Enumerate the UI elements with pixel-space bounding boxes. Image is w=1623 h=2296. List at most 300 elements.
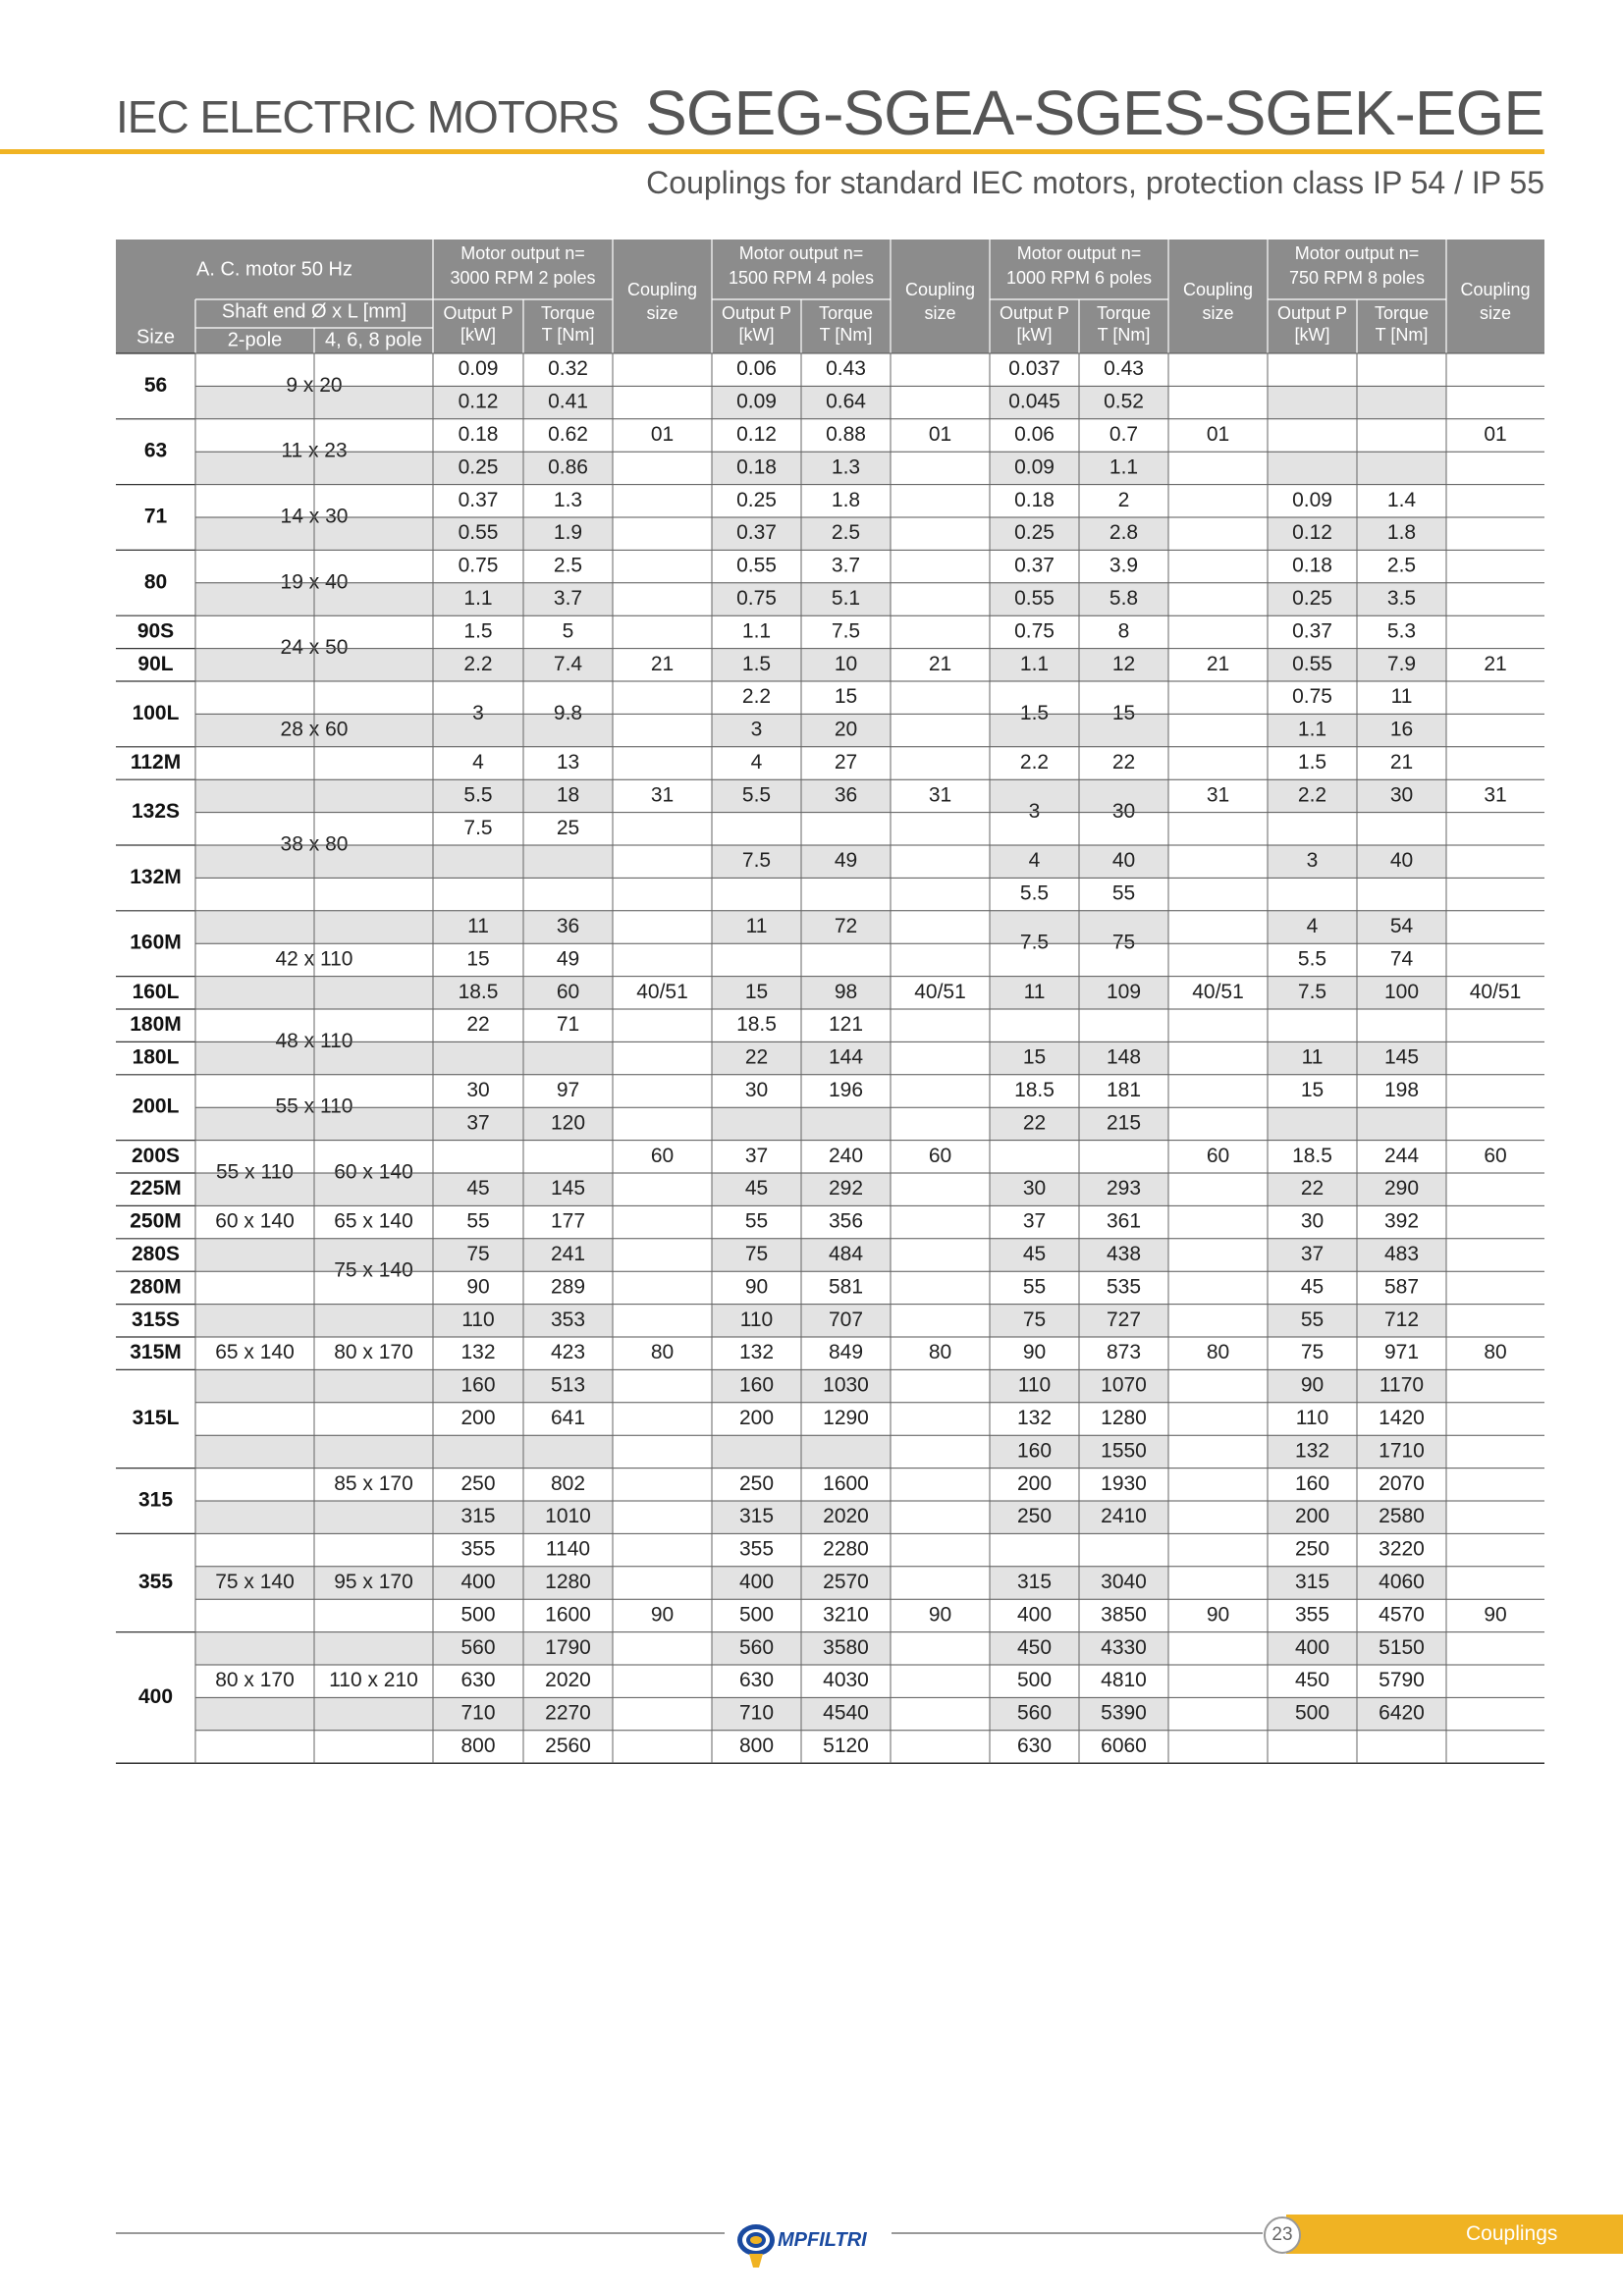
output-cell: 0.037 [1008,357,1060,381]
torque-cell: 2280 [823,1537,869,1561]
torque-cell: 1170 [1379,1373,1425,1397]
output-cell: 0.18 [1292,554,1332,577]
output-cell: 0.06 [1014,423,1055,447]
torque-cell: 36 [834,783,858,807]
torque-header: T [Nm] [1375,324,1429,345]
output-cell: 1.1 [741,619,772,643]
output-cell: 132 [460,1341,496,1364]
torque-cell: 1140 [545,1537,591,1561]
coupling-cell: 80 [928,1341,952,1364]
output-cell: 400 [1016,1603,1053,1627]
output-cell: 15 [744,980,769,1003]
shaft-cell: 19 x 40 [280,570,349,594]
torque-cell: 1.3 [831,455,861,479]
torque-cell: 0.88 [826,423,866,447]
torque-cell: 72 [834,915,858,938]
output-cell: 37 [1022,1209,1047,1233]
torque-cell: 971 [1383,1341,1420,1364]
torque-cell: 4570 [1379,1603,1425,1627]
shaft-cell: 55 x 110 [275,1095,353,1118]
torque-cell: 0.32 [548,357,588,381]
output-cell: 2.2 [741,685,772,709]
torque-cell: 1.1 [1109,455,1139,479]
output-cell: 315 [1294,1571,1330,1594]
torque-cell: 7.4 [553,652,583,675]
torque-cell: 18 [556,783,580,807]
torque-cell: 181 [1106,1079,1142,1102]
output-cell: 11 [1301,1045,1324,1069]
footer-tab [1286,2215,1623,2254]
torque-cell: 587 [1383,1275,1420,1299]
output-cell: 18.5 [1292,1144,1332,1167]
torque-cell: 2570 [823,1571,869,1594]
output-cell: 160 [1294,1471,1330,1495]
torque-cell: 0.41 [548,390,588,413]
torque-cell: 1.9 [553,521,583,545]
shaft-cell: 28 x 60 [280,718,349,741]
coupling-header: size [924,302,956,323]
size-cell: 200L [132,1095,180,1118]
shaft-cell: 24 x 50 [280,636,349,660]
torque-cell: 0.86 [548,455,588,479]
torque-cell: 12 [1111,652,1136,675]
output-cell: 400 [460,1571,496,1594]
group-header: Motor output n= [738,242,864,263]
output-cell: 500 [1016,1669,1053,1692]
output-cell: 160 [738,1373,775,1397]
output-cell: 1.5 [1297,751,1327,774]
coupling-cell: 90 [928,1603,952,1627]
output-cell: 5.5 [463,783,493,807]
output-cell: 250 [460,1471,496,1495]
output-cell: 250 [738,1471,775,1495]
torque-cell: 3.5 [1386,587,1417,611]
shaft-cell: 80 x 170 [334,1341,413,1364]
torque-cell: 0.62 [548,423,588,447]
output-cell: 4 [1306,915,1319,938]
torque-cell: 4810 [1101,1669,1147,1692]
output-cell: 18.5 [1014,1079,1055,1102]
torque-cell: 3210 [823,1603,869,1627]
title-left: IEC ELECTRIC MOTORS [116,91,619,142]
torque-cell: 4030 [823,1669,869,1692]
output-cell: 0.18 [736,455,777,479]
torque-cell: 40 [1389,849,1414,873]
shaft-cell: 65 x 140 [215,1341,295,1364]
torque-header: Torque [1374,302,1430,323]
group-header: Motor output n= [1016,242,1142,263]
output-cell: 450 [1016,1635,1053,1659]
output-cell: 45 [1300,1275,1325,1299]
shaft-cell: 65 x 140 [334,1209,413,1233]
torque-header: T [Nm] [819,324,873,345]
torque-cell: 2020 [545,1669,591,1692]
size-cell: 160M [130,931,182,954]
output-cell: 2.2 [463,652,493,675]
torque-cell: 3.9 [1109,554,1139,577]
output-cell: 0.045 [1008,390,1060,413]
output-cell: 0.37 [458,488,499,511]
torque-cell: 241 [550,1243,586,1266]
output-cell: 90 [466,1275,490,1299]
torque-cell: 2 [1117,488,1130,511]
torque-header: Torque [1096,302,1152,323]
output-cell: 0.12 [1292,521,1332,545]
output-cell: 110 [1295,1407,1329,1430]
coupling-cell: 90 [650,1603,675,1627]
group-header: 1000 RPM 6 poles [1005,267,1153,288]
output-cell: 4 [750,751,763,774]
coupling-cell: 40/51 [636,980,688,1003]
shaft-cell: 75 x 140 [215,1571,295,1594]
torque-cell: 215 [1106,1111,1142,1135]
output-cell: 37 [466,1111,490,1135]
torque-cell: 641 [550,1407,586,1430]
torque-cell: 145 [550,1177,586,1201]
output-cell: 15 [466,947,490,971]
output-cell: 2.2 [1019,751,1050,774]
torque-cell: 75 [1111,931,1136,954]
output-cell: 11 [745,915,768,938]
torque-cell: 1030 [823,1373,869,1397]
output-cell: 75 [1300,1341,1325,1364]
output-header: [kW] [1294,324,1330,345]
torque-cell: 5120 [823,1735,869,1758]
torque-cell: 2070 [1379,1471,1425,1495]
output-cell: 110 [739,1308,774,1331]
output-cell: 250 [1016,1505,1053,1528]
torque-cell: 423 [550,1341,586,1364]
torque-cell: 11 [1390,685,1413,709]
output-header: Output P [1276,302,1348,323]
torque-cell: 2410 [1101,1505,1147,1528]
output-cell: 5.5 [1297,947,1327,971]
output-cell: 90 [744,1275,769,1299]
logo-icon [732,2218,890,2277]
coupling-cell: 31 [928,783,952,807]
torque-cell: 3.7 [831,554,861,577]
output-cell: 45 [466,1177,490,1201]
output-cell: 15 [1022,1045,1047,1069]
shaft-header: Shaft end Ø x L [mm] [221,300,407,323]
torque-cell: 2580 [1379,1505,1425,1528]
motor-header: A. C. motor 50 Hz [196,258,352,281]
pole2-header: 2-pole [227,329,283,351]
output-cell: 4 [472,751,484,774]
torque-cell: 13 [556,751,580,774]
torque-cell: 8 [1117,619,1130,643]
torque-cell: 1420 [1379,1407,1425,1430]
torque-cell: 2.8 [1109,521,1139,545]
size-cell: 132M [130,865,182,888]
torque-cell: 16 [1389,718,1414,741]
output-cell: 3 [1306,849,1319,873]
torque-cell: 1280 [1101,1407,1147,1430]
output-cell: 800 [738,1735,775,1758]
coupling-cell: 90 [1206,1603,1230,1627]
torque-cell: 121 [828,1013,864,1037]
torque-cell: 49 [834,849,858,873]
output-cell: 315 [1016,1571,1053,1594]
torque-cell: 361 [1106,1209,1142,1233]
torque-cell: 36 [556,915,580,938]
torque-cell: 2270 [545,1701,591,1725]
torque-cell: 727 [1106,1308,1142,1331]
output-cell: 355 [1294,1603,1330,1627]
output-cell: 75 [466,1243,490,1266]
output-cell: 1.1 [463,587,493,611]
output-cell: 0.09 [458,357,499,381]
torque-cell: 581 [828,1275,864,1299]
torque-cell: 1930 [1101,1471,1147,1495]
torque-cell: 802 [550,1471,586,1495]
output-header: [kW] [1016,324,1053,345]
torque-cell: 873 [1106,1341,1142,1364]
coupling-header: Coupling [1460,279,1531,299]
output-cell: 30 [1022,1177,1047,1201]
output-cell: 5.5 [1019,881,1050,905]
output-cell: 4 [1028,849,1041,873]
shaft-cell: 11 x 23 [281,439,348,462]
torque-cell: 98 [834,980,858,1003]
output-cell: 500 [1294,1701,1330,1725]
torque-cell: 1550 [1101,1439,1147,1463]
output-cell: 0.75 [1014,619,1055,643]
pole468-header: 4, 6, 8 pole [325,329,422,351]
output-cell: 400 [1294,1635,1330,1659]
output-cell: 7.5 [1019,931,1050,954]
output-cell: 3 [750,718,763,741]
torque-cell: 2.5 [1386,554,1417,577]
torque-cell: 1.8 [1386,521,1417,545]
output-cell: 200 [738,1407,775,1430]
coupling-cell: 01 [1484,423,1507,447]
output-cell: 3 [472,701,484,724]
output-cell: 0.75 [458,554,499,577]
output-cell: 355 [460,1537,496,1561]
output-cell: 18.5 [736,1013,777,1037]
output-header: [kW] [460,324,496,345]
torque-cell: 1710 [1379,1439,1425,1463]
output-header: Output P [721,302,792,323]
output-cell: 75 [1022,1308,1047,1331]
torque-cell: 5.1 [831,587,861,611]
torque-cell: 1070 [1101,1373,1147,1397]
output-cell: 7.5 [1297,980,1327,1003]
torque-cell: 707 [828,1308,864,1331]
coupling-cell: 40/51 [914,980,966,1003]
torque-cell: 5.8 [1109,587,1139,611]
size-cell: 315S [131,1308,181,1331]
footer-line-right [892,2232,1263,2234]
torque-cell: 1600 [823,1471,869,1495]
coupling-cell: 60 [1206,1144,1230,1167]
output-cell: 11 [1023,980,1046,1003]
torque-cell: 40 [1111,849,1136,873]
coupling-cell: 21 [1206,652,1230,675]
output-cell: 1.5 [463,619,493,643]
torque-cell: 0.43 [826,357,866,381]
coupling-cell: 80 [650,1341,675,1364]
coupling-cell: 21 [1484,652,1507,675]
torque-cell: 290 [1383,1177,1420,1201]
size-cell: 90L [137,652,174,675]
output-cell: 22 [1300,1177,1325,1201]
torque-header: T [Nm] [541,324,595,345]
output-cell: 5.5 [741,783,772,807]
torque-cell: 0.52 [1104,390,1144,413]
size-cell: 200S [131,1144,181,1167]
torque-header: Torque [540,302,596,323]
output-cell: 30 [1300,1209,1325,1233]
output-cell: 355 [738,1537,775,1561]
torque-cell: 849 [828,1341,864,1364]
torque-cell: 15 [834,685,858,709]
torque-cell: 535 [1106,1275,1142,1299]
torque-cell: 4330 [1101,1635,1147,1659]
output-cell: 0.09 [1292,488,1332,511]
logo-text: MPFILTRI [778,2229,867,2251]
torque-cell: 244 [1383,1144,1420,1167]
shaft-cell: 55 x 110 [215,1160,295,1184]
output-cell: 400 [738,1571,775,1594]
output-cell: 630 [1016,1735,1053,1758]
coupling-cell: 60 [650,1144,675,1167]
footer-section: Couplings [1466,2222,1558,2245]
size-cell: 63 [143,439,168,462]
output-header: Output P [443,302,514,323]
torque-cell: 1790 [545,1635,591,1659]
output-cell: 0.37 [1292,619,1332,643]
size-cell: 180M [130,1013,182,1037]
output-cell: 160 [460,1373,496,1397]
output-cell: 0.25 [458,455,499,479]
torque-cell: 2.5 [831,521,861,545]
size-cell: 90S [136,619,175,643]
size-cell: 71 [143,505,168,528]
torque-cell: 483 [1383,1243,1420,1266]
size-header: Size [136,326,175,348]
size-cell: 132S [131,800,181,824]
torque-cell: 196 [828,1079,864,1102]
torque-cell: 21 [1389,751,1414,774]
output-cell: 0.12 [736,423,777,447]
output-cell: 7.5 [463,816,493,839]
output-cell: 630 [460,1669,496,1692]
output-cell: 0.55 [1014,587,1055,611]
page-number: 23 [1264,2216,1301,2254]
subtitle: Couplings for standard IEC motors, protection class IP 54 / IP 55 [646,165,1544,200]
output-cell: 200 [460,1407,496,1430]
torque-cell: 30 [1111,800,1136,824]
torque-cell: 100 [1383,980,1420,1003]
output-cell: 22 [1022,1111,1047,1135]
torque-cell: 71 [556,1013,580,1037]
coupling-cell: 01 [1206,423,1230,447]
output-header: Output P [999,302,1070,323]
output-cell: 0.09 [736,390,777,413]
torque-cell: 5.3 [1386,619,1417,643]
torque-cell: 148 [1106,1045,1142,1069]
torque-cell: 438 [1106,1243,1142,1266]
torque-cell: 144 [828,1045,864,1069]
torque-header: T [Nm] [1097,324,1151,345]
torque-cell: 27 [834,751,858,774]
output-cell: 2.2 [1297,783,1327,807]
output-cell: 110 [1017,1373,1052,1397]
output-cell: 90 [1300,1373,1325,1397]
output-cell: 132 [1294,1439,1330,1463]
shaft-cell: 60 x 140 [215,1209,295,1233]
output-cell: 0.25 [1292,587,1332,611]
shaft-cell: 75 x 140 [334,1258,413,1282]
output-cell: 55 [1022,1275,1047,1299]
size-cell: 180L [132,1045,180,1069]
torque-cell: 30 [1389,783,1414,807]
torque-cell: 20 [834,718,858,741]
torque-cell: 1600 [545,1603,591,1627]
torque-cell: 293 [1106,1177,1142,1201]
coupling-header: Coupling [626,279,698,299]
output-cell: 55 [466,1209,490,1233]
output-cell: 0.37 [1014,554,1055,577]
torque-cell: 5790 [1379,1669,1425,1692]
torque-cell: 9.8 [553,701,583,724]
output-cell: 0.09 [1014,455,1055,479]
torque-cell: 22 [1111,751,1136,774]
output-cell: 500 [738,1603,775,1627]
size-cell: 80 [143,570,168,594]
torque-cell: 0.7 [1109,423,1139,447]
coupling-header: size [1479,302,1512,323]
torque-cell: 109 [1106,980,1142,1003]
output-cell: 15 [1300,1079,1325,1102]
output-cell: 200 [1016,1471,1053,1495]
coupling-header: size [646,302,678,323]
size-cell: 355 [137,1571,174,1594]
size-cell: 315M [130,1341,182,1364]
shaft-cell: 60 x 140 [334,1160,413,1184]
torque-cell: 1010 [545,1505,591,1528]
output-cell: 0.25 [736,488,777,511]
coupling-cell: 01 [650,423,675,447]
output-cell: 560 [460,1635,496,1659]
torque-header: Torque [818,302,874,323]
torque-cell: 356 [828,1209,864,1233]
output-cell: 0.55 [1292,652,1332,675]
output-cell: 11 [467,915,489,938]
torque-cell: 0.64 [826,390,866,413]
size-cell: 56 [143,373,168,397]
output-cell: 45 [1022,1243,1047,1266]
output-cell: 1.5 [1019,701,1050,724]
coupling-cell: 80 [1206,1341,1230,1364]
torque-cell: 6420 [1379,1701,1425,1725]
torque-cell: 4540 [823,1701,869,1725]
output-cell: 37 [744,1144,769,1167]
coupling-cell: 90 [1484,1603,1507,1627]
shaft-cell: 42 x 110 [275,947,353,971]
output-cell: 560 [1016,1701,1053,1725]
torque-cell: 353 [550,1308,586,1331]
torque-cell: 6060 [1101,1735,1147,1758]
output-cell: 22 [744,1045,769,1069]
coupling-header: size [1202,302,1234,323]
shaft-cell: 110 x 210 [329,1669,418,1692]
torque-cell: 712 [1383,1308,1420,1331]
torque-cell: 0.43 [1104,357,1144,381]
coupling-cell: 31 [1484,783,1507,807]
